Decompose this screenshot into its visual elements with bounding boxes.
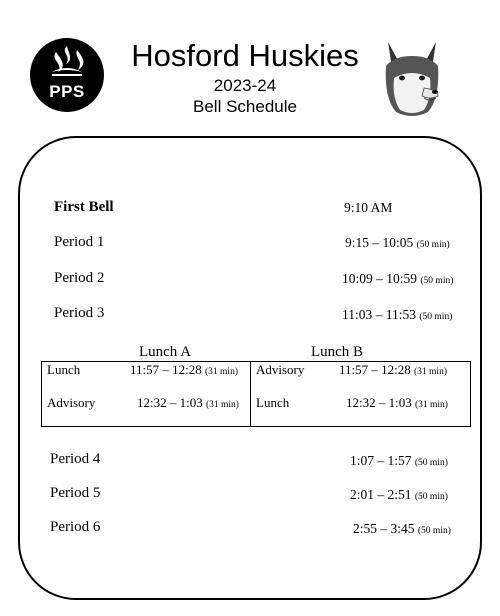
pps-logo [30, 38, 104, 112]
lunch-b-row2-time: 12:32 – 1:03 (31 min) [346, 395, 448, 410]
period-4-label: Period 4 [50, 451, 101, 467]
period-1-time: 9:15 – 10:05 (50 min) [345, 235, 450, 250]
lunch-b-heading: Lunch B [310, 344, 364, 360]
lunch-a-heading: Lunch A [138, 344, 192, 360]
period-5-time: 2:01 – 2:51 (50 min) [350, 487, 448, 502]
page-title: Hosford Huskies [131, 38, 359, 73]
pps-logo-text: PPS [49, 82, 85, 101]
period-2-label: Period 2 [54, 270, 105, 286]
school-year: 2023-24 [213, 76, 277, 95]
lunch-b-row2-label: Lunch [256, 395, 290, 410]
first-bell-time: 9:10 AM [344, 200, 393, 215]
lunch-a-row2-time: 12:32 – 1:03 (31 min) [137, 395, 239, 410]
lunch-a-row1-time: 11:57 – 12:28 (31 min) [130, 362, 238, 377]
page-subtitle: Bell Schedule [193, 97, 297, 116]
lunch-table-divider [250, 361, 251, 427]
period-4-time: 1:07 – 1:57 (50 min) [350, 453, 448, 468]
period-1-label: Period 1 [54, 234, 105, 250]
lunch-a-row1-label: Lunch [47, 362, 81, 377]
lunch-b-row1-label: Advisory [256, 362, 305, 377]
lunch-a-row2-label: Advisory [47, 395, 96, 410]
period-6-time: 2:55 – 3:45 (50 min) [353, 521, 451, 536]
period-6-label: Period 6 [50, 519, 101, 535]
period-3-time: 11:03 – 11:53 (50 min) [342, 307, 453, 322]
first-bell-label: First Bell [54, 199, 114, 215]
husky-mascot-icon [380, 38, 444, 120]
period-5-label: Period 5 [50, 485, 101, 501]
period-3-label: Period 3 [54, 305, 105, 321]
period-2-time: 10:09 – 10:59 (50 min) [342, 271, 454, 286]
lunch-b-row1-time: 11:57 – 12:28 (31 min) [339, 362, 447, 377]
